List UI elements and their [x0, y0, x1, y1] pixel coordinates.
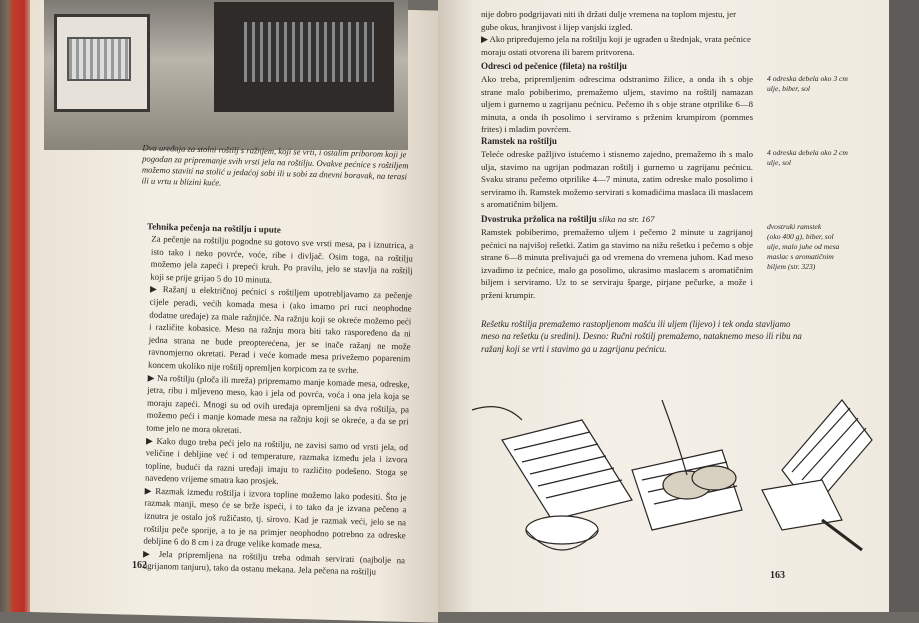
recipe-body: Ako treba, pripremljenim odrescima odstranimo žilice, a onda ih s obje strane malo pobiberimo, premažemo uljem, stavimo na roštilj namazan uljem i gurnemo u zagrijanu pećnicu. Pečemo ih s obje strane otprilike 6—8 minuta, a onda ih posolimo i serviramo s prženim krumpirom (pommes frites) i mladim povrćem. [481, 74, 753, 135]
body-text: Za pečenje na roštilju pogodne su gotovo sve vrsti mesa, pa i iznutrica, a isto tako i neko povrće, voće, ribe i divljač. Osim toga, na roštilju možemo jela zapeći i prepeći kruh. Po pravilu, jelo se stavlja na roštilj koji se prije grijao 5 do 10 minuta. ▶ Ražanj u električnoj pećnici s roštiljem upotrebljavamo za pečenje cijele peradi, većih komada mesa i (ako imamo pri ruci neophodne dodatne uređaje) za male ražnjiće. Na ražnju koji se okreće možemo peći i različite kobasice. Meso na ražnju mora biti tako raspoređeno da ni jedna strana ne bude preopterećena, jer se inače ražanj ne može ravnomjerno okretati. Perad i veće komade mesa privežemo poparenim koncem ukoliko nije roštilj opremljen korpicom za te svrhe. ▶ Na roštilju (ploča ili mreža) pripremamo manje komade mesa, odreske, jetra, ribu i mljeveno meso, kao i jela od povrća, voća i ona jela koja se moraju zapeći. Mnogi su od ovih uređaja opremljeni sa dva roštilja, pa možemo peći i manje komade mesa na ražnju koji se okreće, a da se pri tome jelo ne mora okretati. ▶ Kako dugo treba peći jelo na roštilju, ne zavisi samo od vrsti jela, od veličine i debljine već i od temperature, razmaka između jela i izvora topline, budući da razni uređaji imaju to različito podešeno. Stoga se navedeno vrijeme smatra kao prosjek. ▶ Razmak između roštilja i izvora topline možemo lako podesiti. Što je razmak manji, meso će se brže ispeći, i to tako da je izvana pečeno a iznutra je ostalo još ružičasto, tj. sirovo. Kad je razmak veći, jelo se na roštilju peče sporije, a to je na primjer neophodno potrebno za odreske debljine 6 do 8 cm i za druge velike komade mesa. ▶ Jela pripremljena na roštilju treba odmah servirati (najbolje na ugrijanom tanjuru), tako da ostanu mekana. Jela pečena na roštilju [142, 233, 414, 578]
background [889, 0, 919, 612]
recipe-body: Ramstek pobiberimo, premažemo uljem i pečemo 2 minute u zagrijanoj pećnici na najvišoj rešetki. Zatim ga stavimo na nižu rešetku i pečemo s obje strane 6—8 minuta prelivajući ga od vremena do vremena juhom. Kad meso izvadimo iz pećnice, malo ga posolimo, ukrasimo maslacem s aromatičnim biljem i serviramo. Uz to se serviraju šparge, pirjane pečurke, a može i prženi krumpir. [481, 227, 753, 300]
continued-text: nije dobro podgrijavati niti ih držati dulje vremena na toplom mjestu, jer gube okus, hranjivost i lijep vanjski izgled. ▶ Ako pripređujemo jela na roštilju koji je ugrađen u štednjak, vrata pećnice moraju ostati otvorena ili barem pritvorena. [481, 9, 751, 57]
recipe-heading: Ramstek na roštilju [481, 136, 557, 146]
ingredients-note: 4 odreska debela oko 2 cm ulje, sol [767, 148, 848, 167]
photo-caption: Dva uređaja za stolni roštilj s ražnjem, koji se vrti, i ostalim priborom koji je pogodan za pripremanje svih vrsti jela na roštilju. Ovakve pećnice s roštiljem možemo stavití na stolić u jedaćoj sobi ili u sobi za dnevni boravak, na terasi ili u vrtu u blizini kuće. [141, 142, 409, 188]
hand-grill-illustration [762, 400, 872, 550]
recipe-heading: Dvostruka pržolica na roštilju [481, 214, 597, 224]
page-number-left: 162 [132, 560, 147, 571]
grate-brushing-illustration [472, 407, 632, 550]
grill-oven-illustration [214, 2, 394, 112]
ingredients-note: dvostruki ramstek (oko 400 g), biber, sol ulje, malo juhe od mesa maslac s aromatičnim biljem (str. 323) [767, 222, 840, 271]
recipe-heading-line [481, 213, 753, 226]
grilling-illustrations [462, 380, 882, 560]
grill-appliances-photo [44, 0, 408, 150]
rotisserie-oven-illustration [54, 14, 150, 112]
page-number-right: 163 [770, 570, 785, 581]
meat-on-grate-illustration [632, 400, 742, 530]
section-heading: Tehnika pečenja na roštilju i upute [146, 221, 281, 235]
page-reference: slika na str. 167 [598, 214, 655, 224]
ingredients-note: 4 odreska debela oko 3 cm ulje, biber, sol [767, 74, 848, 93]
recipe-body: Teleće odreske pažljivo istućemo i stisnemo zajedno, premažemo ih s malo ulja, stavimo na ugrijan podmazan roštilj i gurnemo u zagrijanu pećnicu. Svaku stranu pečemo otprilike 4—7 minuta, zatim odreske malo posolimo i serviramo ih. Ramstek možemo servirati s komadićima maslaca ili maslacem s aromatičnim biljem. [481, 149, 753, 210]
illustration-caption: Rešetku roštilja premažemo rastopljenom mašću ili uljem (lijevo) i tek onda stavljamo meso na rešetku (u sredini). Desno: Ručni roštilj premažemo, nataknemo meso ili ribu na ražanj koji se vrti i stavimo ga u zagrijanu pećnicu. [481, 319, 802, 354]
recipe-heading: Odresci od pečenice (fileta) na roštilju [481, 61, 627, 71]
